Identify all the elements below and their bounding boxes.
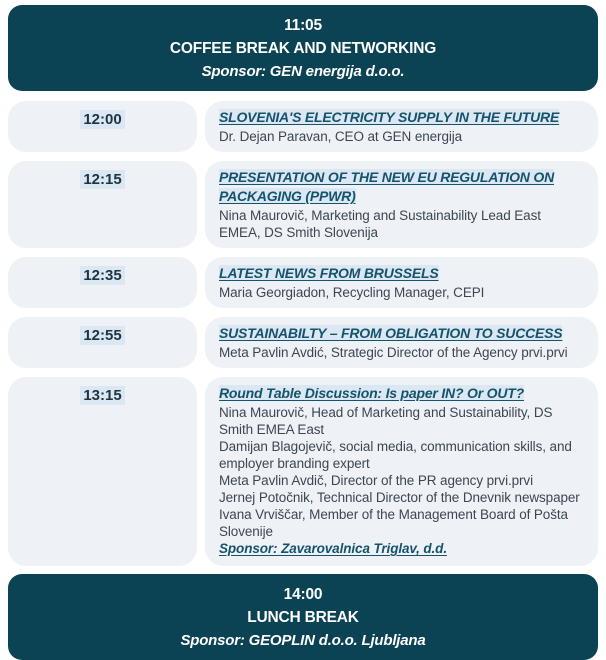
session-details-box	[205, 377, 598, 566]
speaker-line: Nina Maurovič, Head of Marketing and Sustainability, DS Smith EMEA East	[219, 405, 553, 437]
agenda-row	[8, 317, 598, 368]
session-time: 12:35	[80, 266, 124, 285]
speaker-line: Damijan Blagojevič, social media, communication skills, and employer branding expert	[219, 439, 572, 471]
agenda-row	[8, 257, 598, 308]
agenda-row	[8, 101, 598, 152]
header-time: 11:05	[284, 17, 322, 34]
session-title-link[interactable]: Round Table Discussion: Is paper IN? Or OUT?	[219, 385, 524, 401]
speaker-line: Jernej Potočnik, Technical Director of the Dnevnik newspaper	[219, 490, 580, 505]
header-banner	[8, 5, 598, 91]
footer-banner	[8, 574, 598, 660]
speaker-line: Meta Pavlin Avdič, Director of the PR agency prvi.prvi	[219, 473, 533, 488]
session-details-box	[205, 161, 598, 248]
session-title-wrap	[219, 264, 584, 283]
session-details-box	[205, 101, 598, 152]
speaker-line: Meta Pavlin Avdić, Strategic Director of the Agency prvi.prvi	[219, 345, 568, 360]
session-title-wrap	[219, 324, 584, 343]
session-time: 13:15	[80, 386, 124, 405]
session-details-box	[205, 317, 598, 368]
session-title-link[interactable]: LATEST NEWS FROM BRUSSELS	[219, 265, 439, 281]
header-title: COFFEE BREAK AND NETWORKING	[169, 40, 437, 57]
session-title-wrap	[219, 384, 584, 403]
agenda-row	[8, 377, 598, 566]
session-title-wrap	[219, 168, 584, 206]
speaker-line: Ivana Vrviščar, Member of the Management Board of Pošta Slovenije	[219, 507, 568, 539]
footer-time: 14:00	[283, 586, 323, 603]
session-time-box	[8, 257, 197, 308]
session-time-box	[8, 161, 197, 248]
agenda-rows	[8, 101, 598, 566]
footer-sponsor: Sponsor: GEOPLIN d.o.o. Ljubljana	[180, 632, 426, 649]
session-sponsor-wrap	[219, 540, 584, 558]
session-time-box	[8, 317, 197, 368]
speaker-line: Nina Maurovič, Marketing and Sustainability Lead East EMEA, DS Smith Slovenija	[219, 208, 541, 240]
session-time-box	[8, 377, 197, 566]
session-time: 12:55	[80, 326, 124, 345]
session-title-link[interactable]: SLOVENIA'S ELECTRICITY SUPPLY IN THE FUTURE	[219, 109, 560, 125]
footer-title: LUNCH BREAK	[247, 609, 359, 626]
speaker-line: Maria Georgiadon, Recycling Manager, CEPI	[219, 285, 485, 300]
session-title-link[interactable]: PRESENTATION OF THE NEW EU REGULATION ON PACKAGING (PPWR)	[219, 169, 555, 204]
session-time: 12:15	[80, 170, 124, 189]
session-time: 12:00	[80, 110, 124, 129]
session-title-link[interactable]: SUSTAINABILTY – FROM OBLIGATION TO SUCCESS	[219, 325, 563, 341]
speaker-line: Dr. Dejan Paravan, CEO at GEN energija	[219, 129, 463, 144]
header-sponsor: Sponsor: GEN energija d.o.o.	[201, 63, 405, 80]
session-title-wrap	[219, 108, 584, 127]
session-details-box	[205, 257, 598, 308]
session-sponsor-link[interactable]: Sponsor: Zavarovalnica Triglav, d.d.	[219, 541, 447, 556]
session-time-box	[8, 101, 197, 152]
agenda-row	[8, 161, 598, 248]
